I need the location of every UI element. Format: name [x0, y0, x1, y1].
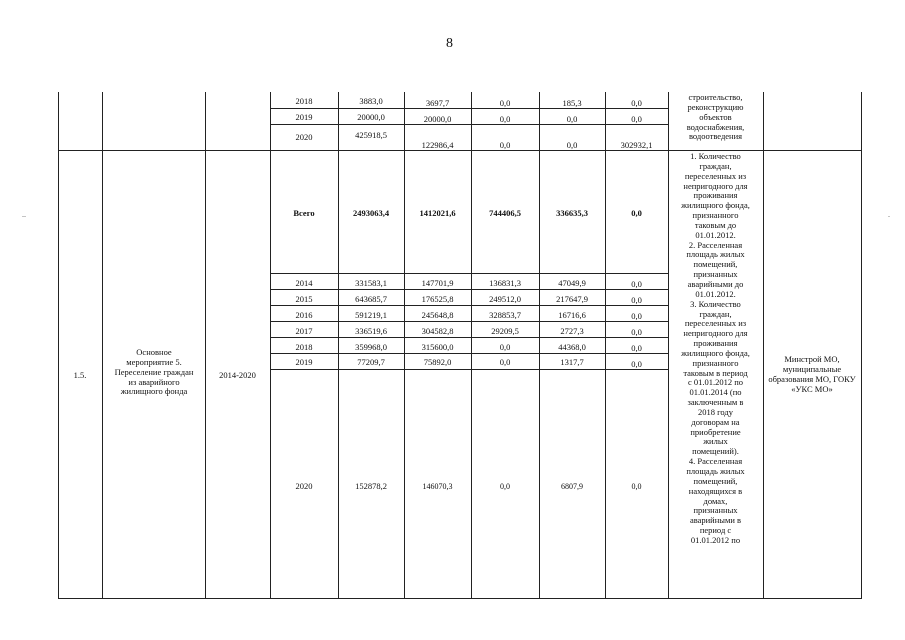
- indicator-text: 1. Количество граждан, переселенных из непригодного для проживания жилищного фонда, признанного таковым до 01.01.2012. 2. Расселенная площадь жилых помещений, признанных аварийными до 01.01.2012. 3. Количество граждан, переселенных из непригодного для проживания жилищного фонда, признанного таковым в период с 01.01.2012 по 01.01.2014 (по заключенным в 2018 году договорам на приобретение жилых помещений). 4. Расселенная площадь жилых помещений, находящихся в домах, признанных аварийными в период с 01.01.2012 по: [681, 151, 750, 545]
- margin-mark-right: .: [888, 210, 890, 219]
- margin-mark-left: ..: [22, 210, 26, 219]
- page-number: 8: [446, 36, 453, 51]
- section-name: Основное мероприятие 5. Переселение граждан из аварийного жилищного фонда: [114, 347, 194, 397]
- top-indicator-text: строительство, реконструкцию объектов водоснабжения, водоотведения: [686, 92, 745, 142]
- section-executor: Минстрой МО, муниципальные образования МО, ГОКУ «УКС МО»: [768, 354, 856, 394]
- section-period: 2014-2020: [219, 370, 256, 380]
- section-number: 1.5.: [73, 370, 87, 380]
